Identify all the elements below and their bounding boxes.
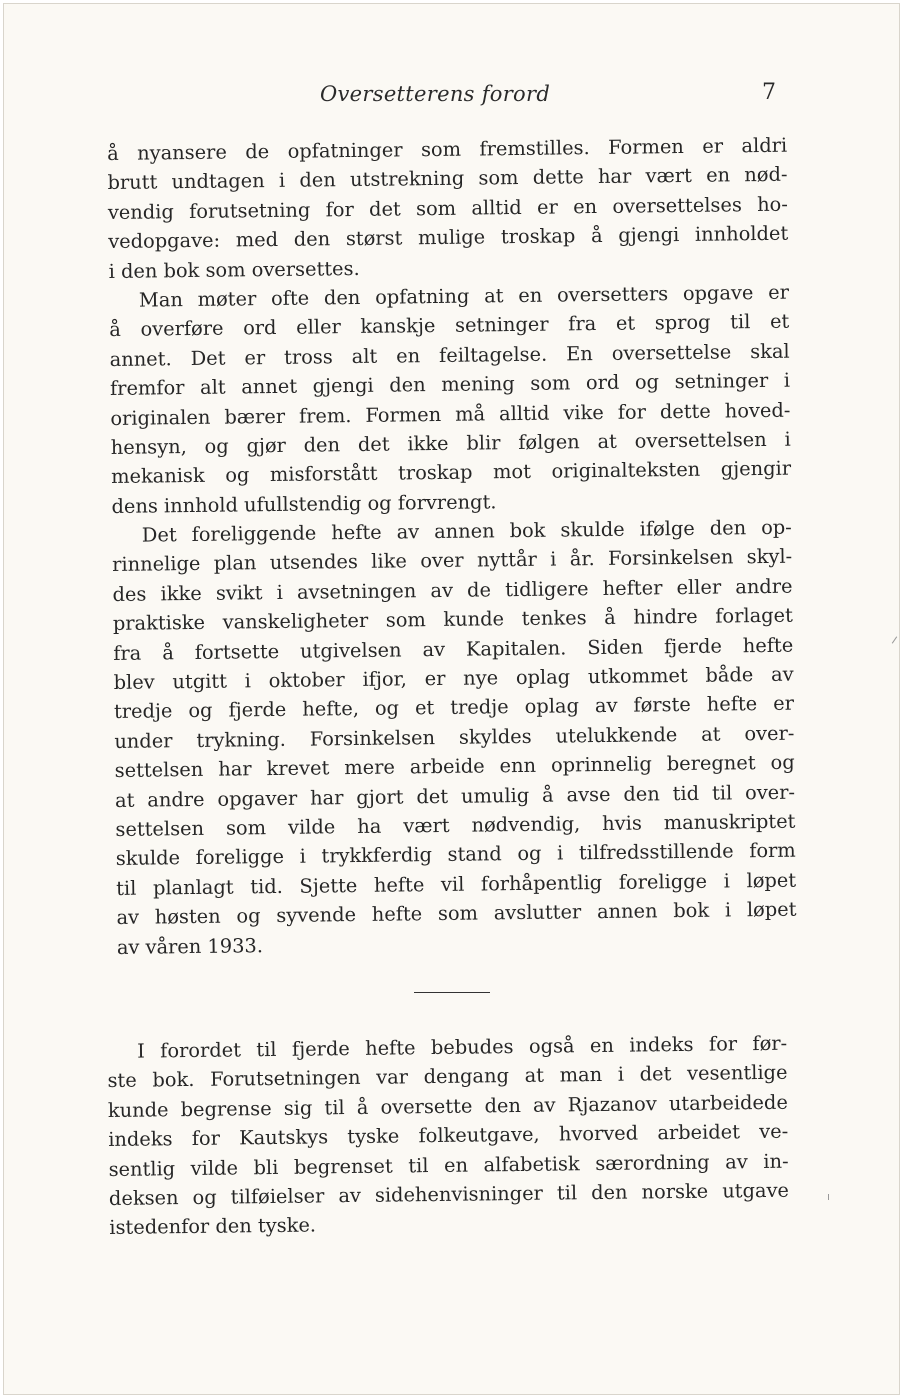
text-line: Man møter ofte den opfatning at en oversetters opgave er — [138, 280, 790, 312]
text-line: annet. Det er tross alt en feiltagelse. En oversettelse skal — [109, 339, 790, 371]
text-line: under trykning. Forsinkelsen skyldes utelukkende at over- — [114, 721, 795, 753]
text-line: sentlig vilde bli begrenset til en alfabetisk særordning av in- — [108, 1149, 789, 1181]
text-line: rinnelige plan utsendes like over nyttår i år. Forsinkelsen skyl- — [112, 545, 793, 577]
footer-note — [107, 1029, 789, 1243]
text-line: til planlagt tid. Sjette hefte vil forhåpentlig foreligge i løpet — [116, 868, 797, 900]
text-line: ste bok. Forutsetningen var dengang at man i det vesentlige — [107, 1061, 788, 1093]
text-line: i den bok som oversettes. — [108, 256, 360, 283]
page-header — [4, 82, 899, 122]
text-line: kunde begrense sig til å oversette den av Rjazanov utarbeidede — [107, 1090, 788, 1122]
main-text — [107, 131, 797, 962]
text-line: brutt undtagen i den utstrekning som dette har vært en nød- — [107, 163, 788, 195]
text-line: deksen og tilføielser av sidehenvisninger til den norske utgave — [108, 1178, 790, 1210]
text-line: settelsen som vilde ha vært nødvendig, hvis manuskriptet — [115, 809, 796, 841]
book-page — [3, 3, 900, 1395]
text-line: Det foreliggende hefte av annen bok skulde ifølge den op- — [141, 515, 792, 547]
text-line: å overføre ord eller kanskje setninger fra et sprog til et — [109, 310, 790, 342]
margin-mark — [828, 1194, 829, 1200]
text-line: hensyn, og gjør den det ikke blir følgen at oversettelsen i — [110, 427, 791, 459]
text-line: av våren 1933. — [116, 933, 264, 959]
page-number: 7 — [762, 80, 776, 105]
text-line: fra å fortsette utgivelsen av Kapitalen. Siden fjerde hefte — [113, 633, 794, 665]
section-separator — [414, 992, 490, 993]
text-line: des ikke svikt i avsetningen av de tidligere hefter eller andre — [112, 574, 793, 606]
text-line: istedenfor den tyske. — [109, 1213, 317, 1240]
text-line: indeks for Kautskys tyske folkeutgave, hvorved arbeidet ve- — [108, 1119, 789, 1152]
text-line: vendig forutsetning for det som alltid er en oversettelses ho- — [107, 192, 788, 224]
text-line: fremfor alt annet gjengi den mening som ord og setninger i — [109, 368, 791, 401]
margin-mark — [892, 636, 897, 643]
text-line: å nyansere de opfatninger som fremstilles. Formen er aldri — [107, 133, 788, 165]
running-title: Oversetterens forord — [320, 82, 551, 106]
text-line: blev utgitt i oktober ifjor, er nye oplag utkommet både av — [113, 662, 794, 694]
text-line: praktiske vanskeligheter som kunde tenkes å hindre forlaget — [112, 603, 794, 636]
text-line: av høsten og syvende hefte som avslutter annen bok i løpet — [116, 897, 797, 930]
text-line: skulde foreligge i trykkferdig stand og i tilfredsstillende form — [115, 839, 796, 871]
text-line: tredje og fjerde hefte, og et tredje oplag av første hefte er — [113, 692, 795, 724]
text-line: vedopgave: med den størst mulige troskap å gjengi innholdet — [108, 221, 789, 254]
text-line: originalen bærer frem. Formen må alltid vike for dette hoved- — [110, 398, 791, 430]
text-line: I forordet til fjerde hefte bebudes også en indeks for før- — [137, 1031, 788, 1063]
text-line: at andre opgaver har gjort det umulig å avse den tid til over- — [114, 780, 796, 812]
text-line: dens innhold ufullstendig og forvrengt. — [111, 489, 497, 518]
text-line: mekanisk og misforstått troskap mot originalteksten gjengir — [110, 456, 792, 489]
text-line: settelsen har krevet mere arbeide enn oprinnelig beregnet og — [114, 750, 795, 783]
